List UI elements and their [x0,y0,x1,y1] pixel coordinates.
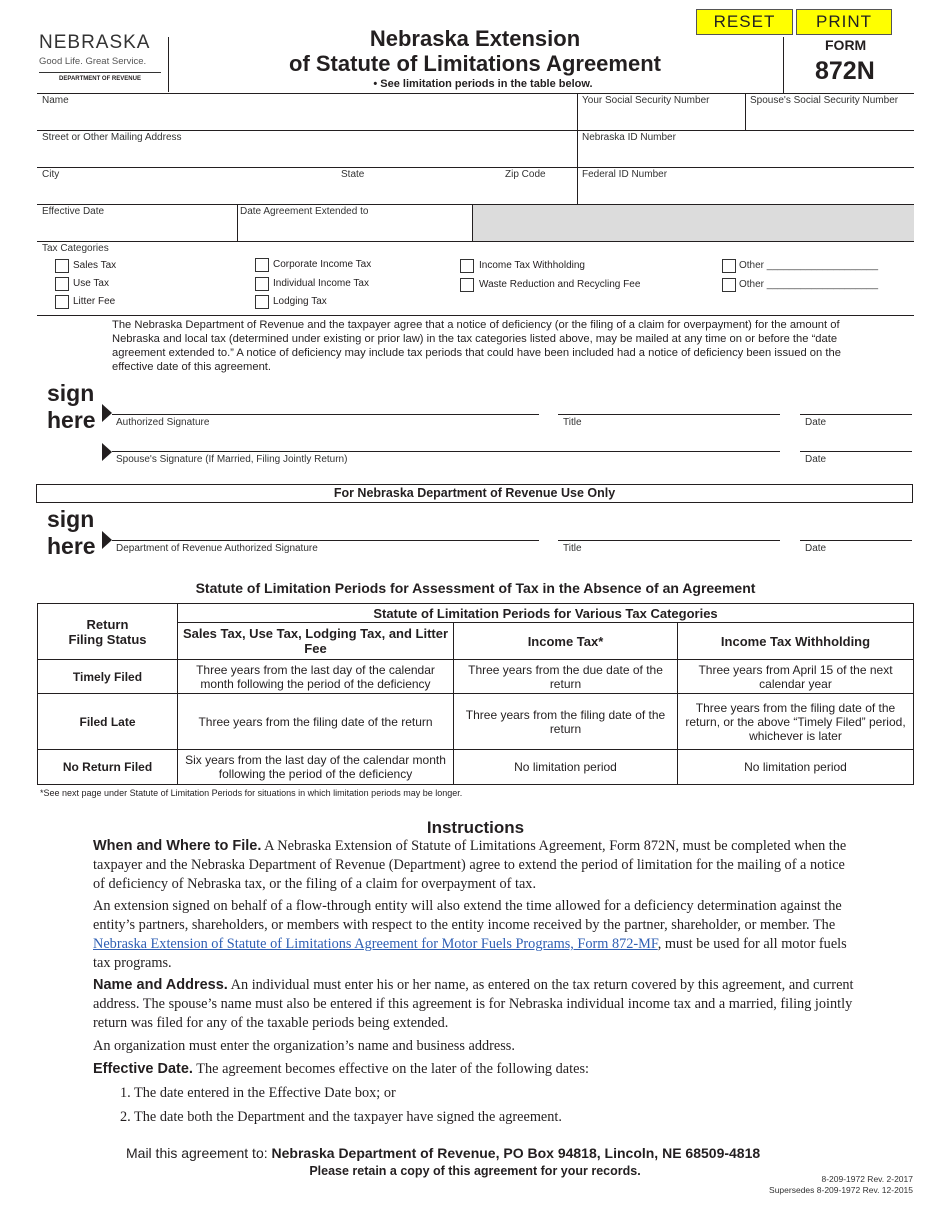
mail-address: Nebraska Department of Revenue, PO Box 94818, Lincoln, NE 68509-4818 [271,1145,761,1161]
use-tax-checkbox[interactable] [55,277,69,291]
form-label: FORM [825,37,867,53]
income-tax-withholding-checkbox[interactable] [460,259,474,273]
table-row [38,694,914,750]
when-where-paragraph [93,837,858,894]
federal-id-input[interactable] [578,180,913,203]
logo-word: NEBRASKA [39,32,151,53]
here-word: here [47,533,96,559]
corporate-income-tax-checkbox[interactable] [255,258,269,272]
use-tax-label: Use Tax [73,278,109,289]
row-cell: Six years from the last day of the calendar month following the period of the deficiency [178,750,454,785]
other-1-label: Other ____________________ [739,260,879,271]
title-line-2: of Statute of Limitations Agreement [289,51,661,76]
agreement-text: The Nebraska Department of Revenue and the taxpayer agree that a notice of deficiency (or the filing of a claim for overpayment) for the amount of Nebraska and local tax (determined under existing or prior law) in the tax categories listed above, may be mailed at any time on or before the “date agreement extended to.” A notice of deficiency may include tax periods that could have been included had a notice of deficiency been issued on the effective date of this agreement. [112,319,841,373]
group-header: Statute of Limitation Periods for Various Tax Categories [178,604,914,623]
tax-categories-label: Tax Categories [42,243,109,254]
supersedes: Supersedes 8-209-1972 Rev. 12-2015 [769,1185,913,1195]
table-footnote: *See next page under Statute of Limitation Periods for situations in which limitation periods may be longer. [40,788,463,798]
spouse-date-field[interactable] [800,430,912,450]
limitations-table [37,603,914,785]
income-tax-withholding-label: Income Tax Withholding [479,260,585,271]
individual-income-tax-label: Individual Income Tax [273,278,369,289]
street-label: Street or Other Mailing Address [42,132,182,143]
flow-text-1: An extension signed on behalf of a flow-through entity will also extend the time allowed for a deficiency determination against the entity’s partners, shareholders, or members with respect to the entity income received by the partner, shareholder, or member. The [93,898,842,933]
row-status: Timely Filed [38,660,178,694]
federal-id-label: Federal ID Number [582,169,668,180]
zip-label: Zip Code [505,169,546,180]
flow-text-2: , must be used for all motor fuels tax programs. [93,936,847,971]
sales-tax-checkbox[interactable] [55,259,69,273]
dor-date-field[interactable] [800,519,912,539]
other-2-label: Other ____________________ [739,279,879,290]
waste-reduction-checkbox[interactable] [460,278,474,292]
dor-title-field[interactable] [558,519,780,539]
status-header: Return Filing Status [38,604,178,660]
table-row [38,660,914,694]
eff-text: The agreement becomes effective on the later of the following dates: [196,1061,590,1077]
city-input[interactable] [38,180,328,203]
table-row [38,750,914,785]
spouse-date-label: Date [805,454,827,465]
zip-input[interactable] [503,180,575,203]
ssn-label: Your Social Security Number [582,95,710,106]
shaded-area [473,205,914,241]
mail-prefix: Mail this agreement to: [126,1145,268,1161]
spouse-signature-label: Spouse's Signature (If Married, Filing Jointly Return) [116,454,348,465]
nebraska-logo [39,32,169,90]
when-text: A Nebraska Extension of Statute of Limitations Agreement, Form 872N, must be completed when the taxpayer and the Nebraska Department of Revenue (Department) agree to extend the period of limitation for the mailing of a notice of deficiency of Nebraska tax, or the filing of a claim for overpayment of tax. [93,838,847,892]
date-field[interactable] [800,393,912,413]
here-word: here [47,407,96,433]
logo-tagline: Good Life. Great Service. [39,56,147,67]
sign-arrow-icon [102,404,112,422]
sales-tax-label: Sales Tax [73,260,117,271]
date-label: Date [805,417,827,428]
lodging-tax-checkbox[interactable] [255,295,269,309]
nebraska-id-label: Nebraska ID Number [582,132,676,143]
row-cell: Three years from the filing date of the return [454,694,678,750]
name-address-paragraph [93,976,858,1033]
name-heading: Name and Address. [93,977,228,993]
dor-title-label: Title [563,543,582,554]
dor-signature-field[interactable] [112,519,539,539]
sign-here-2 [47,506,96,560]
sign-word: sign [47,506,95,532]
date-extended-input[interactable] [238,217,471,240]
nebraska-id-input[interactable] [578,143,913,166]
spouse-signature-field[interactable] [112,430,780,450]
litter-fee-checkbox[interactable] [55,295,69,309]
waste-reduction-label: Waste Reduction and Recycling Fee [479,279,641,290]
state-label: State [341,169,365,180]
col-header-income: Income Tax* [454,623,678,660]
subtitle: • See limitation periods in the table below. [373,78,593,90]
individual-income-tax-checkbox[interactable] [255,277,269,291]
effective-date-input[interactable] [38,217,236,240]
other-2-checkbox[interactable] [722,278,736,292]
reset-button[interactable]: RESET [696,9,793,35]
spouse-ssn-label: Spouse's Social Security Number [750,95,899,106]
col-header-withholding: Income Tax Withholding [678,623,914,660]
row-cell: No limitation period [454,750,678,785]
spouse-ssn-input[interactable] [746,106,913,129]
retain-note: Please retain a copy of this agreement for your records. [309,1164,641,1178]
name-text: An individual must enter his or her name, as entered on the tax return covered by this agreement, and current address. The spouse’s name must also be entered if this agreement is for Nebraska individual income tax and a married, filing jointly return was filed for any of the taxable periods being extended. [93,977,854,1031]
title-line-1: Nebraska Extension [369,26,581,51]
other-1-checkbox[interactable] [722,259,736,273]
ssn-input[interactable] [578,106,744,129]
authorized-signature-field[interactable] [112,393,539,413]
city-label: City [42,169,60,180]
date-extended-label: Date Agreement Extended to [240,206,369,217]
authorized-signature-label: Authorized Signature [116,417,210,428]
org-paragraph: An organization must enter the organization’s name and business address. [93,1038,515,1054]
street-input[interactable] [38,143,576,166]
effective-date-paragraph [93,1060,858,1079]
logo-dept: DEPARTMENT OF REVENUE [59,76,141,82]
name-input[interactable] [38,106,576,129]
dor-signature-label: Department of Revenue Authorized Signature [116,543,318,554]
title-field[interactable] [558,393,780,413]
rev-number: 8-209-1972 Rev. 2-2017 [821,1174,913,1184]
row-cell: Three years from the due date of the return [454,660,678,694]
print-button[interactable]: PRINT [796,9,892,35]
form-number: 872N [815,57,875,85]
corporate-income-tax-label: Corporate Income Tax [273,259,372,270]
form-872mf-link[interactable]: Nebraska Extension of Statute of Limitations Agreement for Motor Fuels Programs, Form 872-MF [93,936,658,952]
name-label: Name [42,95,69,106]
sign-arrow-icon [102,531,112,549]
sign-word: sign [47,380,95,406]
litter-fee-label: Litter Fee [73,296,116,307]
title-label: Title [563,417,582,428]
row-status: No Return Filed [38,750,178,785]
sign-arrow-icon [102,443,112,461]
row-cell: Three years from the filing date of the return, or the above “Timely Filed” period, whichever is later [678,694,914,750]
when-heading: When and Where to File. [93,838,262,854]
effective-date-label: Effective Date [42,206,105,217]
instructions-heading: Instructions [426,818,525,837]
eff-heading: Effective Date. [93,1061,193,1077]
limitations-heading: Statute of Limitation Periods for Assessment of Tax in the Absence of an Agreement [195,580,756,596]
revision-info [700,1174,913,1196]
dor-date-label: Date [805,543,827,554]
row-cell: Three years from April 15 of the next calendar year [678,660,914,694]
col-header-sales: Sales Tax, Use Tax, Lodging Tax, and Litter Fee [178,623,454,660]
eff-item-1: 1. The date entered in the Effective Date box; or [120,1085,396,1101]
lodging-tax-label: Lodging Tax [273,296,327,307]
row-status: Filed Late [38,694,178,750]
state-input[interactable] [338,180,498,203]
flow-through-paragraph [93,897,858,973]
sign-here-1 [47,380,96,434]
eff-item-2: 2. The date both the Department and the taxpayer have signed the agreement. [120,1109,562,1125]
row-cell: Three years from the last day of the calendar month following the period of the deficiency [178,660,454,694]
form-title [195,26,755,76]
mail-line [126,1145,760,1161]
row-cell: Three years from the filing date of the return [178,694,454,750]
dor-use-only-banner: For Nebraska Department of Revenue Use Only [36,484,913,503]
row-cell: No limitation period [678,750,914,785]
